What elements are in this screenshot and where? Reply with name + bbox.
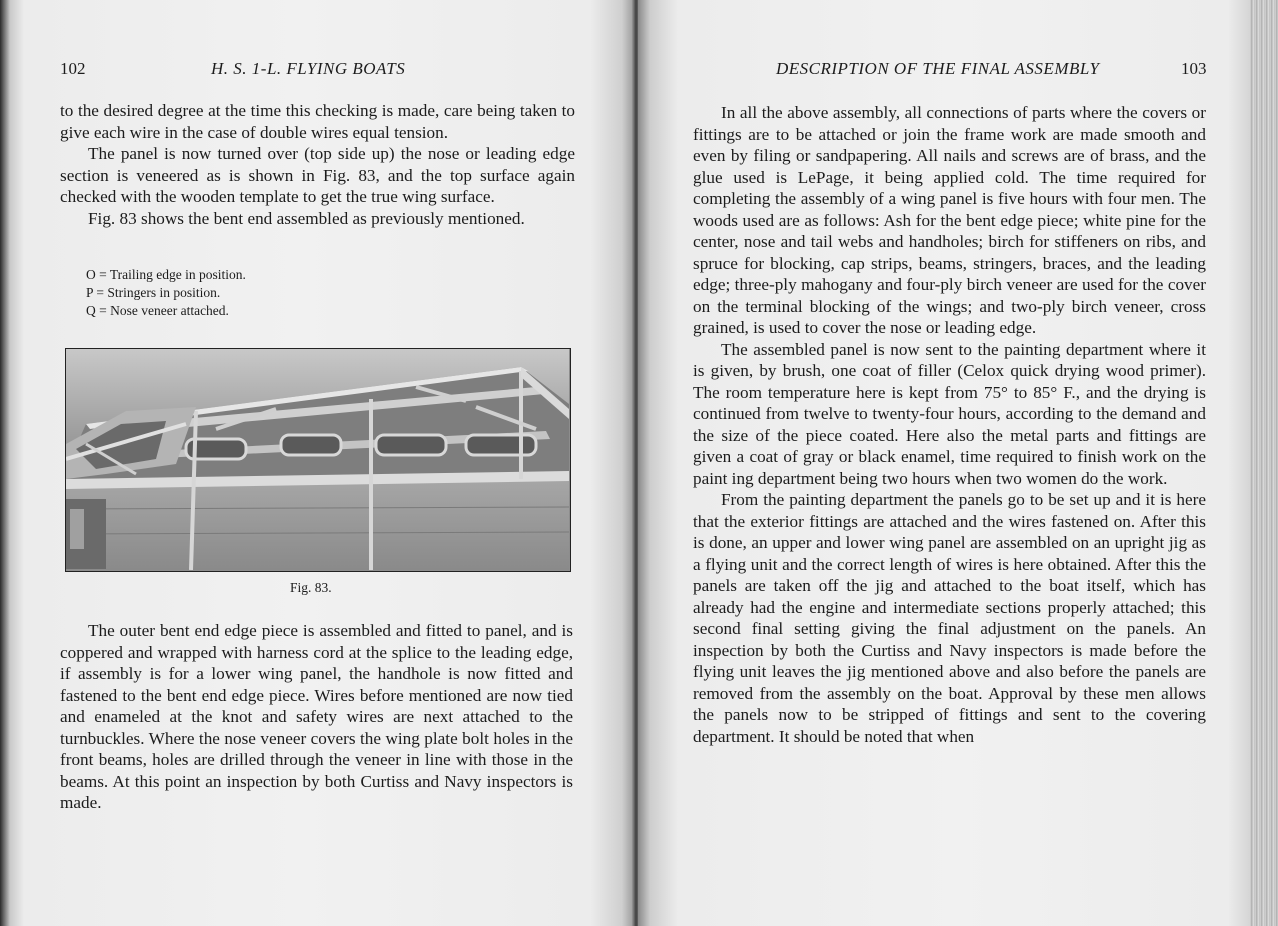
figure-caption: Fig. 83.: [290, 580, 332, 595]
paragraph: From the painting department the panels go to be set up and it is here that the exterior fittings are attached and the wires fastened on. After this is done, an upper and lower wing panel are assembled on an upright jig as a flying unit and the correct length of wires is here obtained. After this the panels are taken off the jig and attached to the boat itself, which has already had the engine and intermediate sections properly attached; this second final setting giving the final adjustment on the panels. An inspection by both the Curtiss and Navy inspectors is made before the flying unit leaves the jig mentioned above and also before the panels are removed from the assembly on the boat. Approval by these men allows the panels now to be stripped of fittings and sent to the covering department. It should be noted that when: [693, 490, 1206, 746]
legend-item: P = Stringers in position.: [86, 285, 221, 300]
page-edges: [1250, 0, 1278, 926]
left-page: [0, 0, 634, 926]
figure-legend: [86, 266, 246, 320]
legend-item: Q = Nose veneer attached.: [86, 303, 229, 318]
fig-83-photo: [65, 348, 571, 572]
paragraph: The outer bent end edge piece is assembled and fitted to panel, and is coppered and wrapped with harness cord at the splice to the leading edge, if assembly is for a lower wing panel, the handhole is now fitted and fastened to the bent end edge piece. Wires before mentioned are now tied and enameled at the knot and safety wires are next attached to the turnbuckles. Where the nose veneer covers the wing plate bolt holes in the front beams, holes are drilled through the veneer in line with those in the beams. At this point an inspection by both Curtiss and Navy inspectors is made.: [60, 621, 573, 812]
paragraph: to the desired degree at the time this checking is made, care being taken to give each wire in the case of double wires equal tension.: [60, 101, 575, 142]
right-text: [693, 102, 1206, 747]
left-top-text: [60, 100, 575, 229]
left-page-number: 102: [60, 59, 86, 78]
legend-item: O = Trailing edge in position.: [86, 267, 246, 282]
right-running-title: DESCRIPTION OF THE FINAL ASSEMBLY: [776, 59, 1100, 78]
left-running-title: H. S. 1-L. FLYING BOATS: [211, 59, 406, 78]
paragraph: Fig. 83 shows the bent end assembled as previously mentioned.: [88, 208, 525, 228]
paragraph: The assembled panel is now sent to the painting department where it is given, by brush, one coat of filler (Celox quick drying wood primer). The room temperature here is kept from 75° to 85° F., and the drying is continued from twelve to twenty-four hours, according to the demand and the size of the piece coated. Here also the metal parts and fittings are given a coat of gray or black enamel, time required to finish work on the paint ing department being two hours when two women do the work.: [693, 339, 1206, 488]
wing-panel-illustration: [66, 349, 569, 570]
right-page-number: 103: [1181, 59, 1207, 78]
paragraph: In all the above assembly, all connections of parts where the covers or fittings are to be attached or join the frame work are made smooth and even by filing or sandpapering. All nails and screws are of brass, and the glue used is LePage, it being applied cold. The time required for completing the assembly of a wing panel is five hours with four men. The woods used are as follows: Ash for the bent edge piece; white pine for the center, nose and tail webs and handholes; birch for stiffeners on ribs, and spruce for blocking, cap strips, beams, stringers, braces, and the leading edge; three-ply mahogany and four-ply birch veneer are used for the cover on the terminal blocking of the wings; and two-ply birch veneer, cross grained, is used to cover the nose or leading edge.: [693, 103, 1206, 337]
paragraph: The panel is now turned over (top side up) the nose or leading edge section is veneered as is shown in Fig. 83, and the top surface again checked with the wooden template to get the true wing surface.: [60, 144, 575, 206]
left-bottom-text: [60, 620, 573, 814]
right-page: [638, 0, 1250, 926]
